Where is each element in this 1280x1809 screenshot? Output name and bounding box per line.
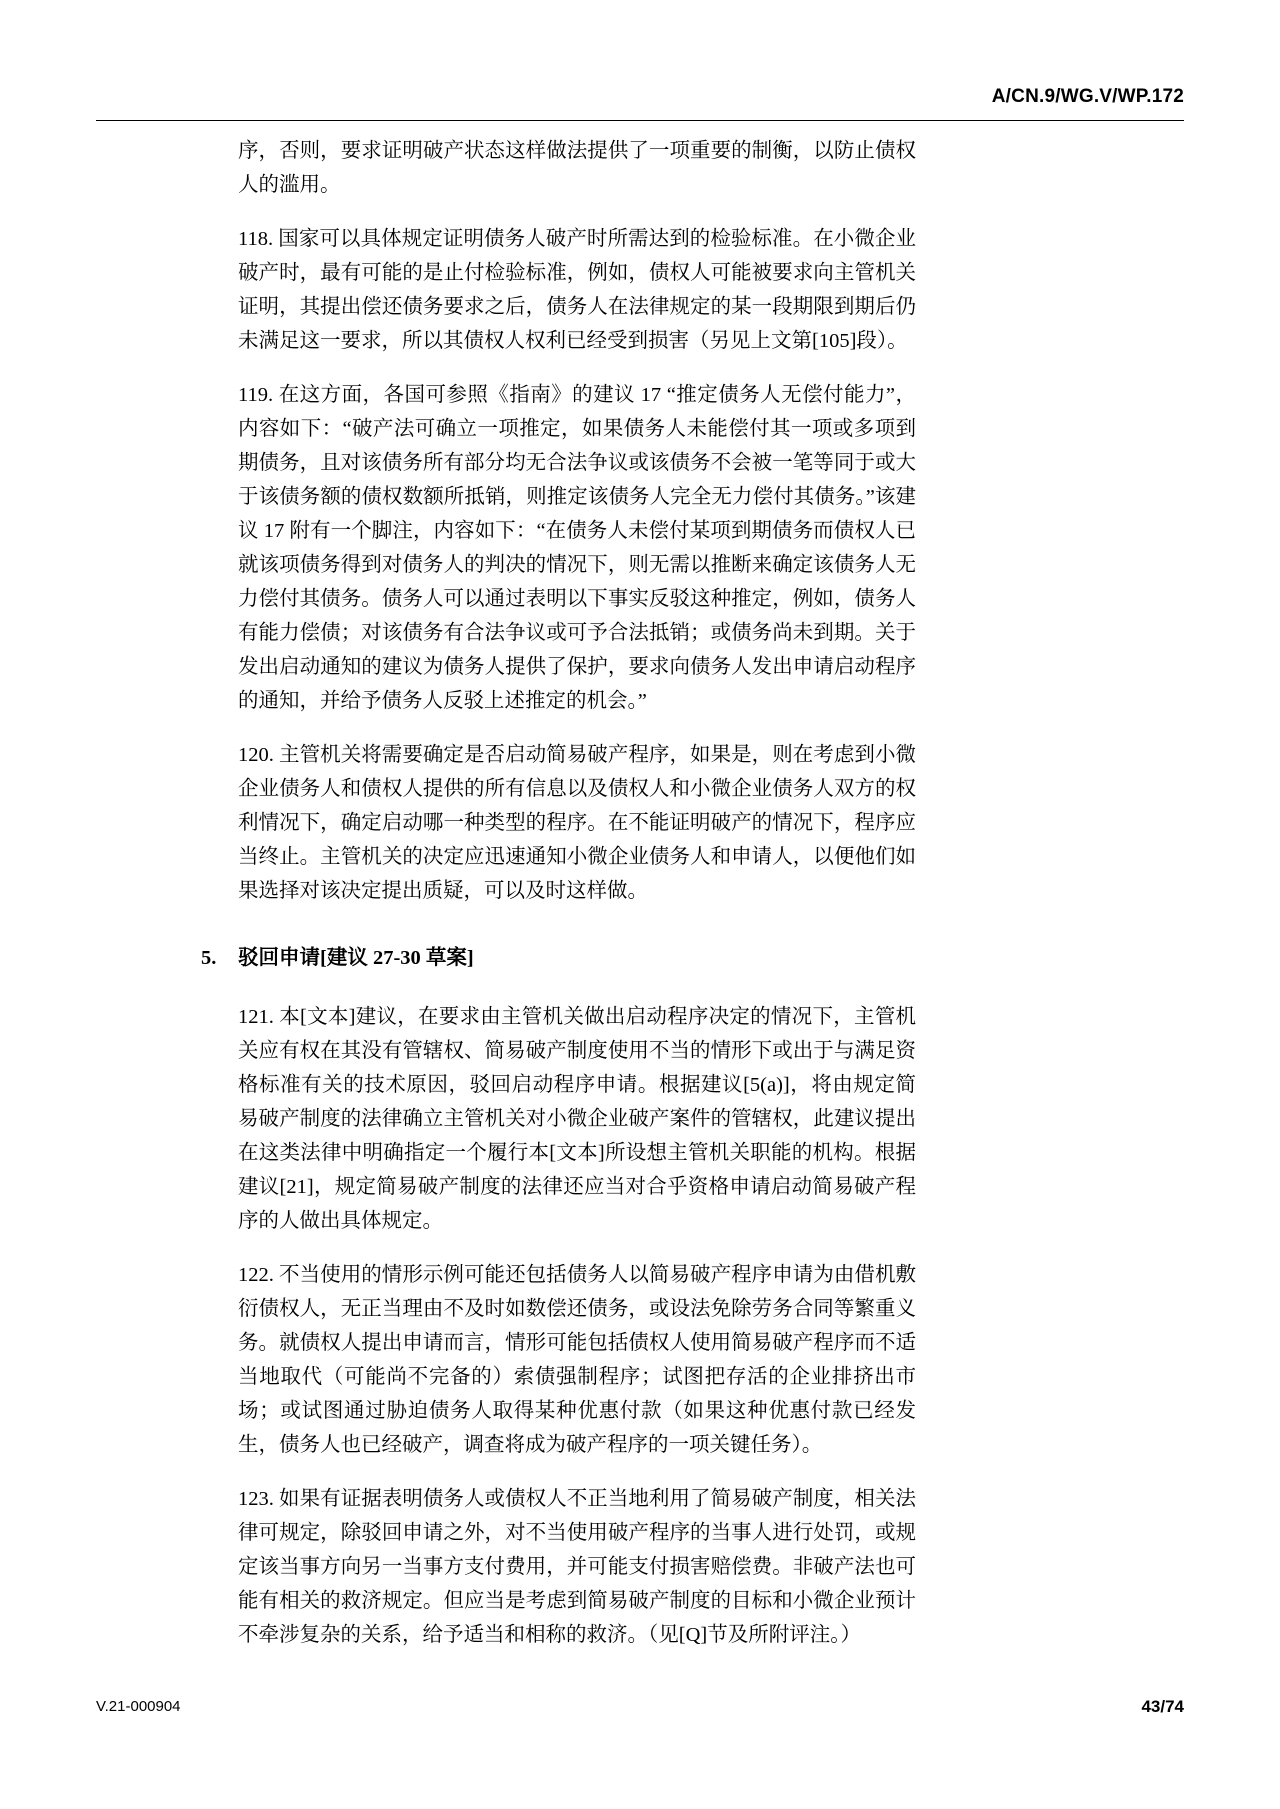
paragraph-118: 118. 国家可以具体规定证明债务人破产时所需达到的检验标准。在小微企业破产时，最有可能的是止付检验标准，例如，债权人可能被要求向主管机关证明，其提出偿还债务要求之后，债务人在法律规定的某一段期限到期后仍未满足这一要求，所以其债权人权利已经受到损害（另见上文第[105]段）。 [238,228,916,352]
document-body [201,134,916,1652]
footer-job-number: V.21-000904 [96,1698,181,1715]
paragraph-122: 122. 不当使用的情形示例可能还包括债务人以简易破产程序申请为由借机敷衍债权人，无正当理由不及时如数偿还债务，或设法免除劳务合同等繁重义务。就债权人提出申请而言，情形可能包括债权人使用简易破产程序而不适当地取代（可能尚不完备的）索债强制程序；试图把存活的企业排挤出市场；或试图通过胁迫债务人取得某种优惠付款（如果这种优惠付款已经发生，债务人也已经破产，调查将成为破产程序的一项关键任务）。 [238,1264,916,1456]
section-number: 5. [201,947,217,969]
paragraph-119: 119. 在这方面，各国可参照《指南》的建议 17 “推定债务人无偿付能力”，内容如下：“破产法可确立一项推定，如果债务人未能偿付其一项或多项到期债务，且对该债务所有部分均无合法争议或该债务不会被一笔等同于或大于该债务额的债权数额所抵销，则推定该债务人完全无力偿付其债务。”该建议 17 附有一个脚注，内容如下：“在债务人未偿付某项到期债务而债权人已就该项债务得到对债务人的判决的情况下，则无需以推断来确定该债务人无力偿付其债务。债务人可以通过表明以下事实反驳这种推定，例如，债务人有能力偿债；对该债务有合法争议或可予合法抵销；或债务尚未到期。关于发出启动通知的建议为债务人提供了保护，要求向债务人发出申请启动程序的通知，并给予债务人反驳上述推定的机会。” [238,384,916,712]
paragraph-123: 123. 如果有证据表明债务人或债权人不正当地利用了简易破产制度，相关法律可规定，除驳回申请之外，对不当使用破产程序的当事人进行处罚，或规定该当事方向另一当事方支付费用，并可能支付损害赔偿费。非破产法也可能有相关的救济规定。但应当是考虑到简易破产制度的目标和小微企业预计不牵涉复杂的关系，给予适当和相称的救济。（见[Q]节及所附评注。） [238,1488,916,1646]
document-symbol-header: A/CN.9/WG.V/WP.172 [991,86,1184,107]
section-title: 驳回申请[建议 27-30 草案] [238,947,474,969]
paragraph-120: 120. 主管机关将需要确定是否启动简易破产程序，如果是，则在考虑到小微企业债务人和债权人提供的所有信息以及债权人和小微企业债务人双方的权利情况下，确定启动哪一种类型的程序。在不能证明破产的情况下，程序应当终止。主管机关的决定应迅速通知小微企业债务人和申请人，以便他们如果选择对该决定提出质疑，可以及时这样做。 [238,744,916,902]
paragraph-121: 121. 本[文本]建议，在要求由主管机关做出启动程序决定的情况下，主管机关应有权在其没有管辖权、简易破产制度使用不当的情形下或出于与满足资格标准有关的技术原因，驳回启动程序申请。根据建议[5(a)]，将由规定简易破产制度的法律确立主管机关对小微企业破产案件的管辖权，此建议提出在这类法律中明确指定一个履行本[文本]所设想主管机关职能的机构。根据建议[21]，规定简易破产制度的法律还应当对合乎资格申请启动简易破产程序的人做出具体规定。 [238,1006,916,1232]
paragraph-continued: 序，否则，要求证明破产状态这样做法提供了一项重要的制衡，以防止债权人的滥用。 [238,140,916,196]
header-divider [96,120,1184,121]
section-heading [201,942,916,974]
footer-page-number: 43/74 [1141,1697,1184,1716]
